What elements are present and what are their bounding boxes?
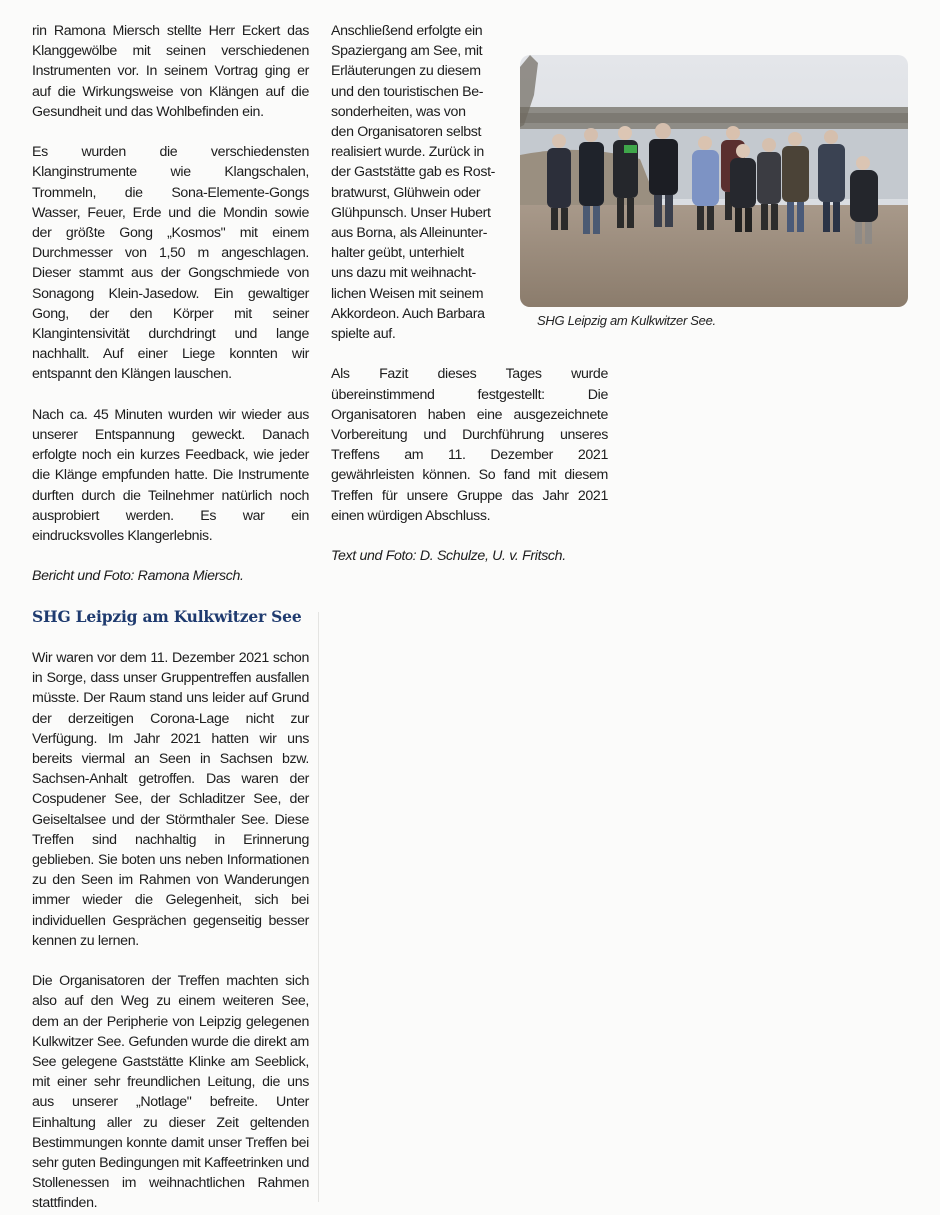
paragraph-instruments: Es wurden die verschiedensten Klanginstrumente wie Klangschalen, Trommeln, die Sona-Elemente-Gongs Wasser, Feuer, Erde und die Mondin sowie der größte Gong „Kosmos" mit einem Durchmesser von 1,50 m angeschlagen. Dieser stammt aus der Gongschmiede von Sonagong Klein-Jasedow. Ein gewaltiger Gong, der den Körper mit seiner Klangintensivität durchdringt und lange nachhallt. Auf einer Liege konnten wir entspannt den Klängen lauschen. — [32, 144, 309, 383]
column-divider — [318, 612, 319, 1202]
text-line: bratwurst, Glühwein oder — [331, 184, 481, 201]
paragraph-intro: rin Ramona Miersch stellte Herr Eckert das Klanggewölbe mit seinen verschiedenen Instrumenten vor. In seinem Vortrag ging er auf die Wirkungsweise von Klängen auf die Gesundheit und das Wohlbefinden ein. — [32, 23, 309, 120]
credit-middle: Text und Foto: D. Schulze, U. v. Fritsch. — [331, 548, 566, 565]
text-line: halter geübt, unterhielt — [331, 245, 464, 262]
group-photo — [520, 55, 908, 307]
group-photo-illustration — [520, 55, 908, 307]
left-column-top — [32, 21, 309, 587]
text-line: sonderheiten, was von — [331, 103, 466, 120]
text-beside-photo — [331, 21, 503, 344]
left-column-bottom — [32, 648, 309, 1214]
section-heading: SHG Leipzig am Kulkwitzer See — [32, 607, 302, 626]
text-line: den Organisatoren selbst — [331, 124, 482, 141]
text-line: der Gaststätte gab es Rost- — [331, 164, 496, 181]
text-line: Erläuterungen zu diesem — [331, 63, 481, 80]
text-line: uns dazu mit weihnacht- — [331, 265, 476, 282]
paragraph-worry: Wir waren vor dem 11. Dezember 2021 schon in Sorge, dass unser Gruppentreffen ausfallen müsste. Der Raum stand uns leider auf Grund der derzeitigen Corona-Lage nicht zur Verfügung. Im Jahr 2021 hatten wir uns bereits viermal an Seen in Sachsen bzw. Sachsen-Anhalt getroffen. Das waren der Cospudener See, der Schladitzer See, der Geiseltalsee und der Störmthaler See. Diese Treffen sind nachhaltig in Erinnerung geblieben. Sie boten uns neben Informationen zu den Seen im Rahmen von Wanderungen immer wieder die Gelegenheit, sich bei individuellen Gesprächen gegenseitig besser kennen zu lernen. — [32, 650, 309, 949]
credit-left: Bericht und Foto: Ramona Miersch. — [32, 568, 244, 585]
paragraph-organizers: Die Organisatoren der Treffen machten sich also auf den Weg zu einem weiteren See, dem an der Peripherie von Leipzig gelegenen Kulkwitzer See. Gefunden wurde die direkt am See gelegene Gaststätte Klinke am Seeblick, mit einer sehr freundlichen Leitung, die uns aus unserer „Notlage" befreite. Unter Einhaltung aller zu dieser Zeit geltenden Bestimmungen konnte damit unser Treffen bei sehr guten Bedingungen mit Kaffeetrinken und Stollenessen im weihnachtlichen Rahmen stattfinden. — [32, 973, 309, 1212]
text-line: realisiert wurde. Zurück in — [331, 144, 484, 161]
paragraph-conclusion: Als Fazit dieses Tages wurde übereinstimmend festgestellt: Die Organisatoren haben eine ausgezeichnete Vorbereitung und Durchführung unseres Treffens am 11. Dezember 2021 gewährleisten können. So fand mit diesem Treffen für unsere Gruppe das Jahr 2021 einen würdigen Abschluss. — [331, 366, 608, 524]
text-line: Glühpunsch. Unser Hubert — [331, 204, 491, 221]
text-line: lichen Weisen mit seinem — [331, 285, 484, 302]
text-line: aus Borna, als Alleinunter- — [331, 225, 488, 242]
text-line: spielte auf. — [331, 326, 396, 343]
photo-caption: SHG Leipzig am Kulkwitzer See. — [537, 313, 716, 328]
paragraph-relaxation: Nach ca. 45 Minuten wurden wir wieder aus unserer Entspannung geweckt. Danach erfolgte noch ein kurzes Feedback, wie jeder die Klänge empfunden hatte. Die Instrumente durften durch die Teilnehmer natürlich noch ausprobiert werden. Es war ein eindrucksvolles Klangerlebnis. — [32, 406, 309, 545]
text-line: und den touristischen Be- — [331, 83, 484, 100]
text-line: Akkordeon. Auch Barbara — [331, 305, 485, 322]
text-line: Anschließend erfolgte ein — [331, 23, 483, 39]
text-line: Spaziergang am See, mit — [331, 43, 483, 60]
